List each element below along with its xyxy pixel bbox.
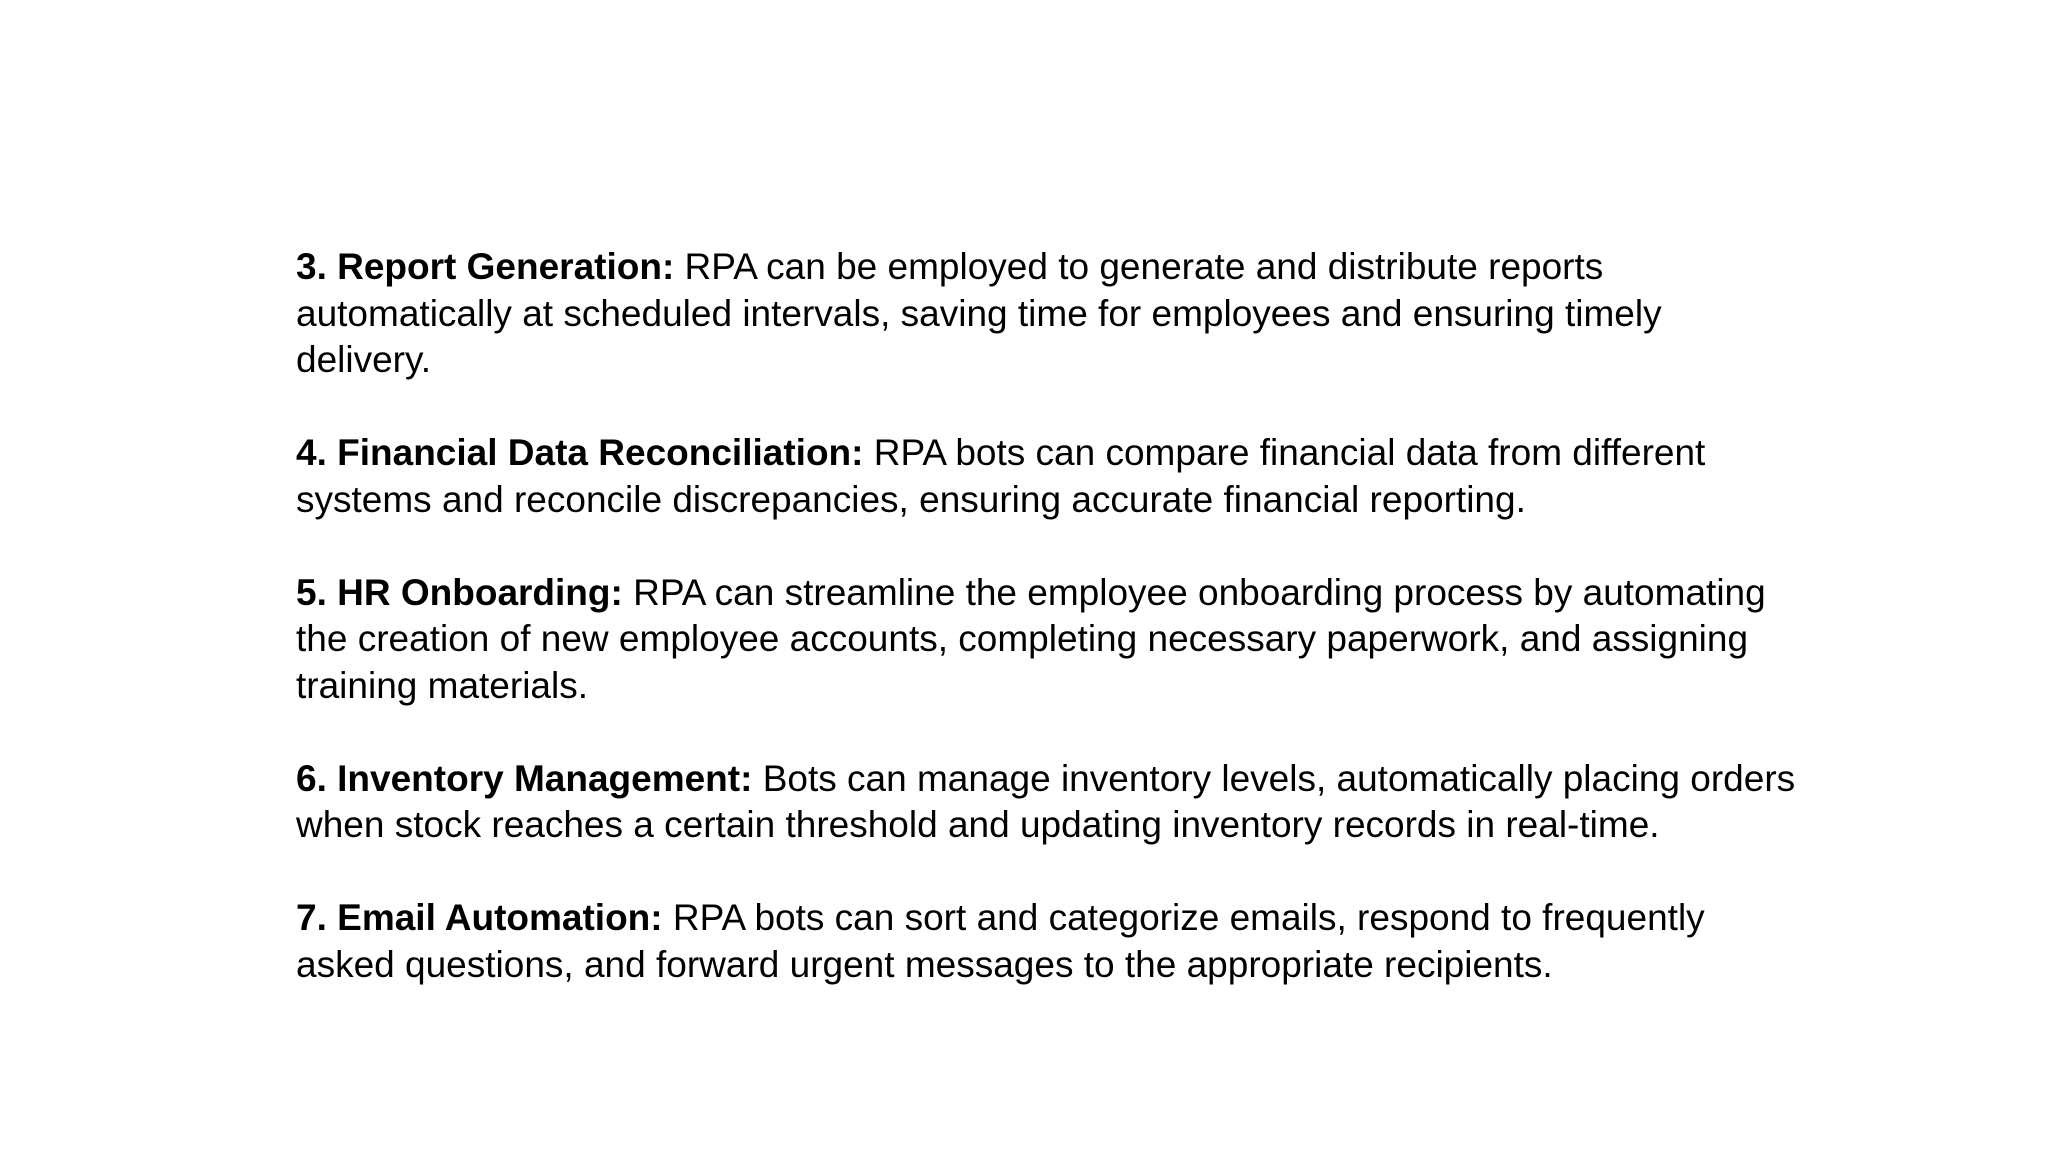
list-item [296,895,1796,988]
list-item [296,430,1796,523]
item-description: RPA bots can sort and categorize emails, respond to frequently asked questions, and forward urgent messages to the appropriate recipients. [296,897,1705,985]
item-heading: 4. Financial Data Reconciliation: [296,432,864,473]
item-heading: 7. Email Automation: [296,897,663,938]
item-description: Bots can manage inventory levels, automatically placing orders when stock reaches a certain threshold and updating inventory records in real-time. [296,757,1796,845]
item-description: RPA bots can compare financial data from different systems and reconcile discrepancies, ensuring accurate financial reporting. [296,432,1706,520]
use-case-list [296,244,1796,988]
item-description: RPA can be employed to generate and distribute reports automatically at scheduled intervals, saving time for employees and ensuring timely delivery. [296,246,1662,380]
item-description: RPA can streamline the employee onboarding process by automating the creation of new employee accounts, completing necessary paperwork, and assigning training materials. [296,571,1766,706]
list-item [296,756,1796,849]
item-heading: 3. Report Generation: [296,246,675,287]
item-heading: 6. Inventory Management: [296,757,753,799]
list-item [296,570,1796,710]
list-item [296,244,1796,384]
item-heading: 5. HR Onboarding: [296,571,623,613]
